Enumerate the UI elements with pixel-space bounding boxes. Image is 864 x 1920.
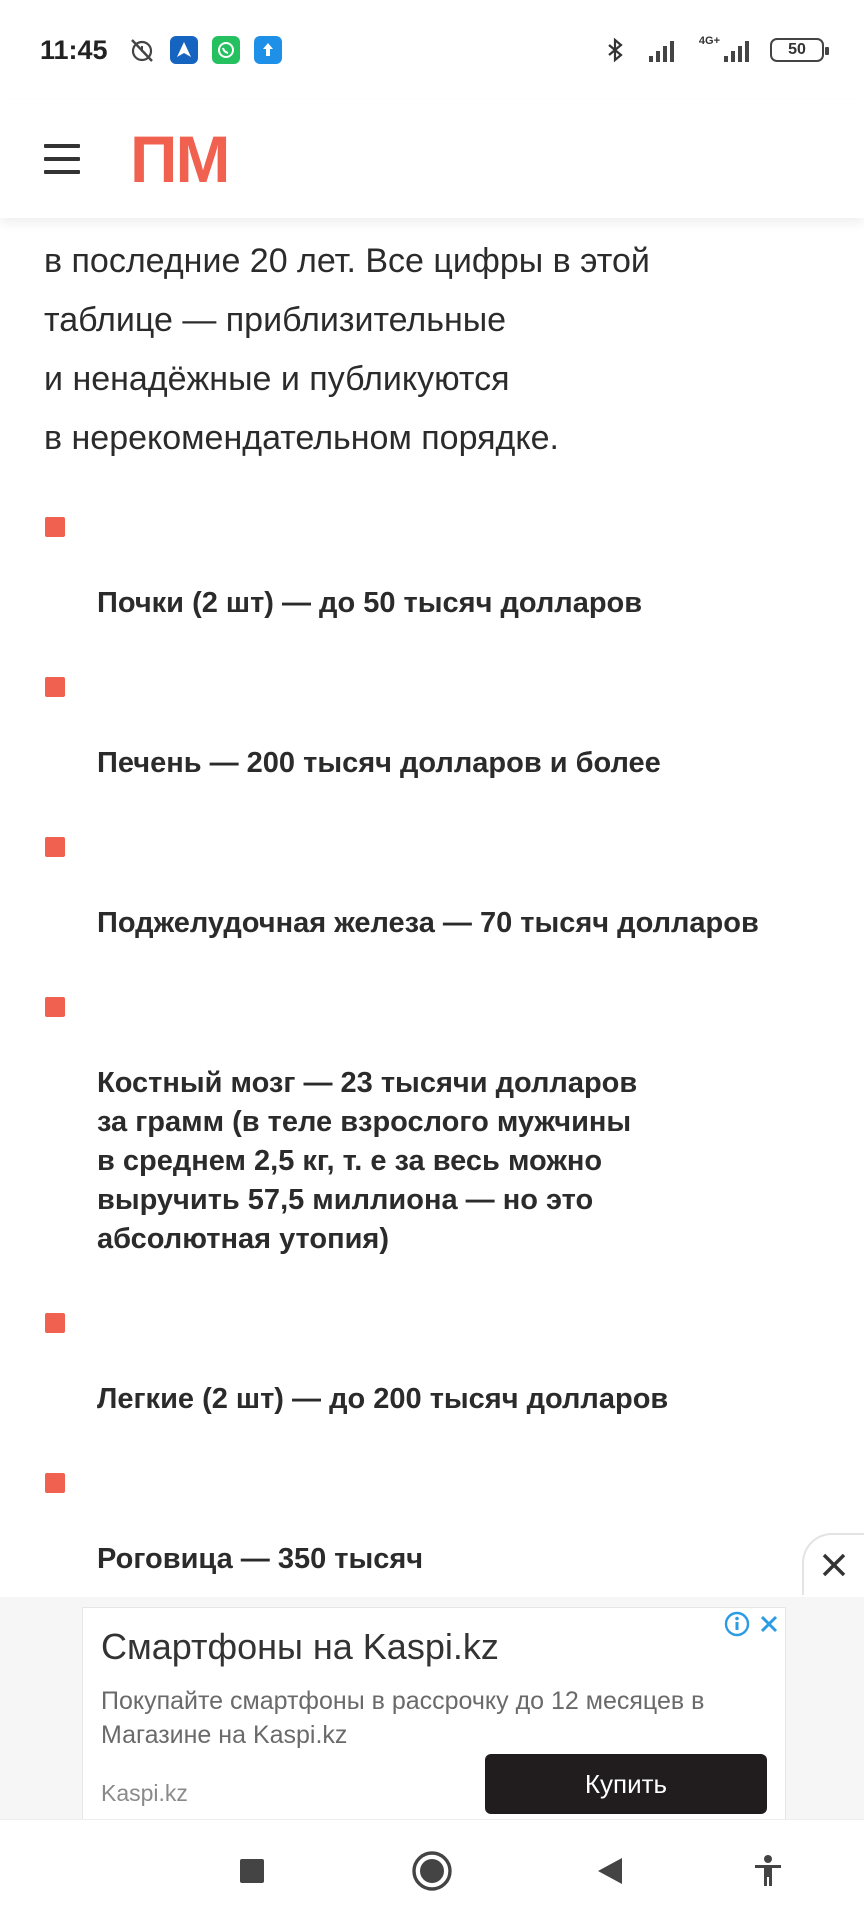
ad-title[interactable]: Смартфоны на Kaspi.kz [101,1626,499,1667]
list-item [44,1302,820,1419]
status-left [40,35,282,66]
price-list [44,506,820,1598]
ad-dismiss-icon[interactable] [753,1608,785,1640]
bullet-square-icon [45,1313,65,1333]
home-icon [411,1850,453,1892]
list-item-text: Легкие (2 шт) — до 200 тысяч долларов [97,1383,669,1415]
bullet-square-icon [45,1473,65,1493]
ad-choices [721,1608,785,1640]
network-type-label: 4G+ [698,35,720,47]
status-right [601,36,824,64]
list-item [44,826,820,943]
signal-icon [647,36,681,64]
signal-4g-icon [699,36,752,64]
list-item-text: Почки (2 шт) — до 50 тысяч долларов [97,587,643,619]
close-icon [819,1550,849,1580]
list-item-text: Печень — 200 тысяч долларов и более [97,747,661,779]
ad-domain: Kaspi.kz [101,1780,188,1806]
whatsapp-icon [212,36,240,64]
list-item [44,1462,820,1579]
site-header [0,100,864,218]
article-body [0,218,864,1598]
list-item [44,506,820,623]
ad-banner [0,1597,864,1819]
list-item-text: Костный мозг — 23 тысячи долларов за грамм (в теле взрослого мужчины в среднем 2,5 кг, т. е за весь можно выручить 57,5 миллиона — но это абсолютная утопия) [97,1067,638,1255]
bullet-square-icon [45,677,65,697]
buy-button[interactable]: Купить [485,1754,767,1814]
ad-card[interactable] [82,1607,786,1819]
list-item [44,986,820,1259]
intro-paragraph: в последние 20 лет. Все цифры в этой таблице — приблизительные и ненадёжные и публикуются в нерекомендательном порядке. [44,242,650,457]
site-logo[interactable]: ПМ [130,122,229,196]
ad-close-button[interactable] [802,1533,864,1595]
battery-indicator: 50 [770,38,824,62]
accessibility-button[interactable] [728,1820,808,1920]
status-bar [0,0,864,100]
ad-description: Покупайте смартфоны в рассрочку до 12 месяцев в Магазине на Kaspi.kz [101,1687,705,1749]
list-item [44,666,820,783]
recents-button[interactable] [212,1820,292,1920]
bullet-square-icon [45,997,65,1017]
accessibility-icon [752,1854,784,1888]
system-nav-bar [0,1819,864,1920]
back-icon [595,1856,625,1886]
list-item-text: Поджелудочная железа — 70 тысяч долларов [97,907,759,939]
alarm-off-icon [128,36,156,64]
list-item-text: Роговица — 350 тысяч [97,1543,424,1575]
status-time: 11:45 [40,34,108,65]
bullet-square-icon [45,517,65,537]
navigation-app-icon [170,36,198,64]
home-button[interactable] [392,1820,472,1920]
bullet-square-icon [45,837,65,857]
menu-icon[interactable] [44,144,80,174]
ad-info-icon[interactable] [721,1608,753,1640]
bluetooth-icon [601,36,629,64]
upload-app-icon [254,36,282,64]
recents-icon [238,1857,266,1885]
back-button[interactable] [570,1820,650,1920]
